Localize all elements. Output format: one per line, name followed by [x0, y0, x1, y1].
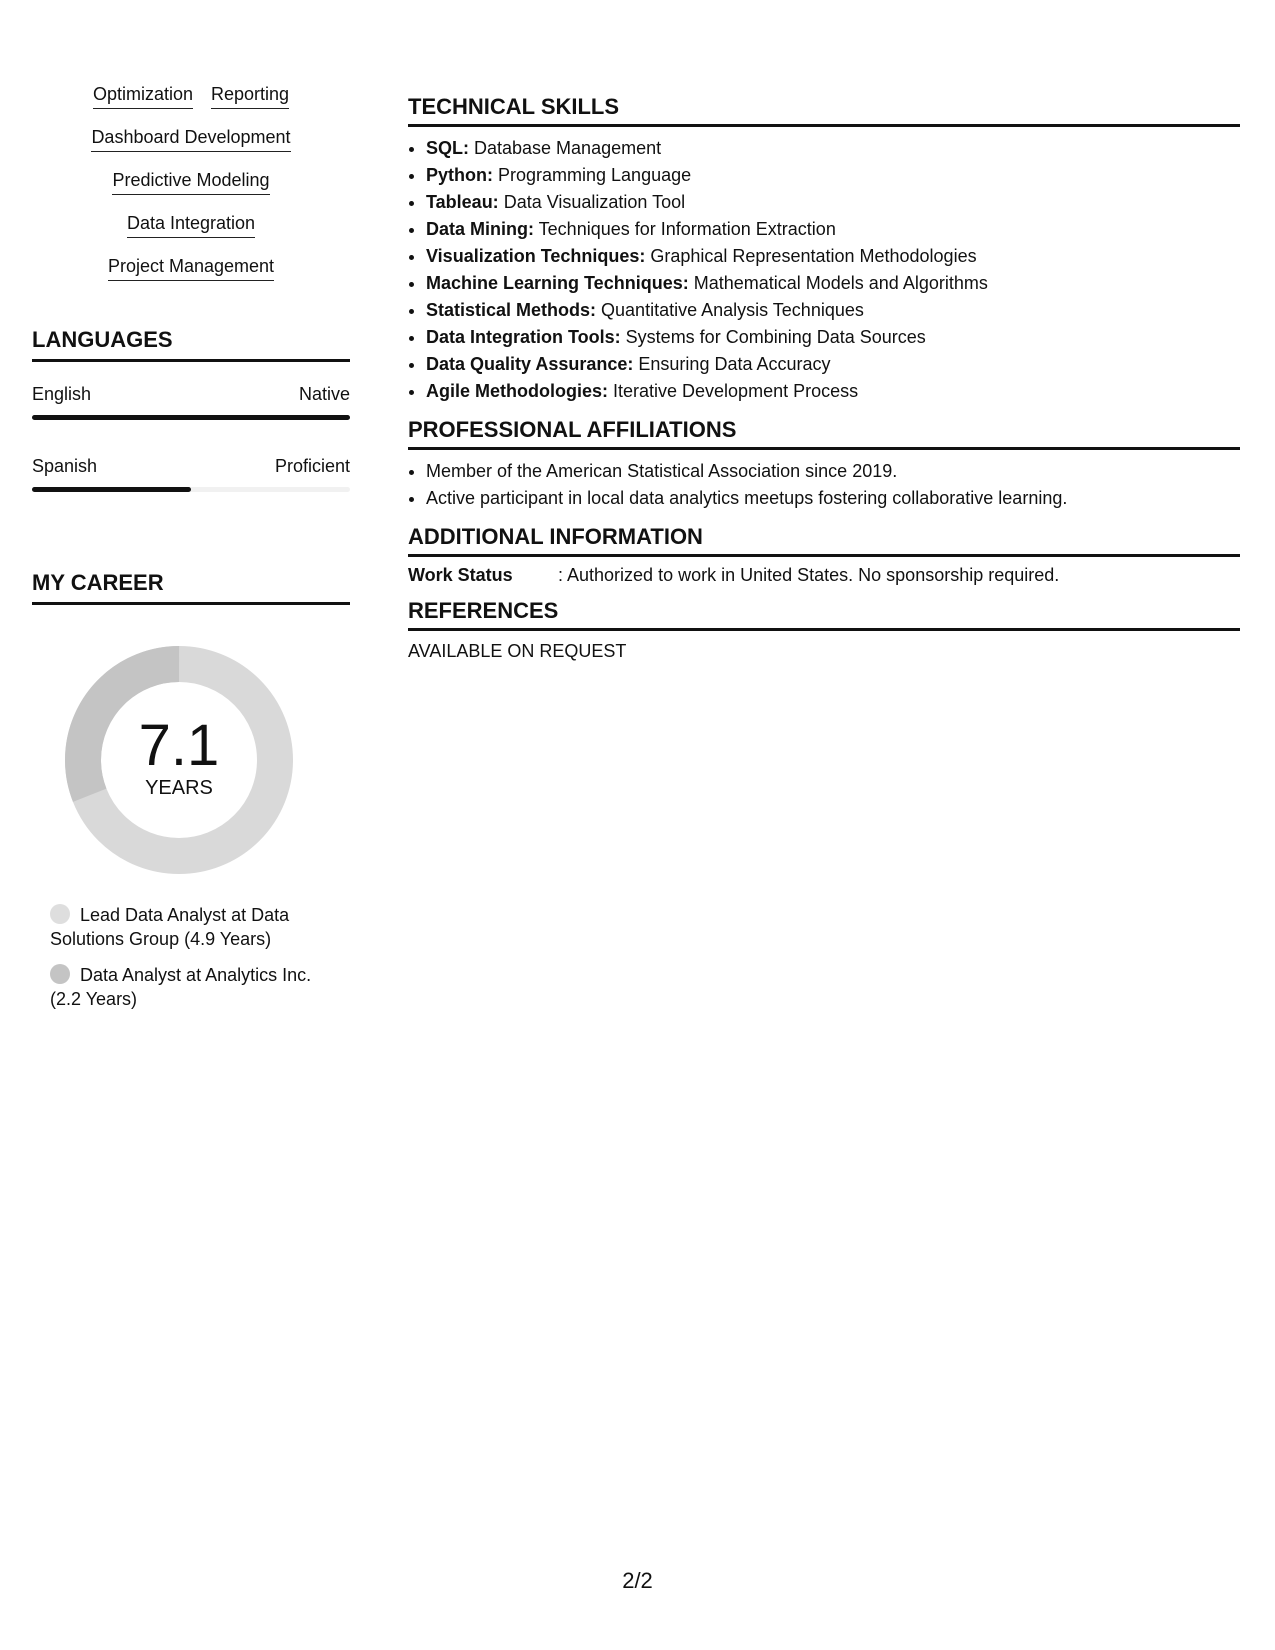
skill-name: Tableau: [426, 192, 499, 212]
skill-name: Python: [426, 165, 493, 185]
skill-item [426, 270, 1240, 297]
technical-skills-list [408, 135, 1240, 405]
skill-item [426, 351, 1240, 378]
languages-heading: LANGUAGES [32, 327, 350, 362]
skill-description: Ensuring Data Accuracy [633, 354, 831, 374]
references-text: AVAILABLE ON REQUEST [408, 641, 627, 661]
skill-name: Agile Methodologies: [426, 381, 608, 401]
work-status-label: Work Status [408, 565, 513, 585]
legend-dot [50, 904, 70, 924]
affiliation-item: • Active participant in local data analytics meetups fostering collaborative learning. [426, 485, 1240, 512]
references-heading: REFERENCES [408, 598, 1240, 631]
affiliations-list [408, 458, 1240, 512]
page-number: 2/2 [622, 1568, 653, 1593]
career-total-years: 7.1 [138, 713, 220, 778]
main-content [408, 94, 1240, 674]
skill-description: Graphical Representation Methodologies [645, 246, 977, 266]
skill-description: Data Visualization Tool [498, 192, 686, 212]
skill-description: Mathematical Models and Algorithms [688, 273, 988, 293]
affiliation-item: • Member of the American Statistical Association since 2019. [426, 458, 1240, 485]
skill-description: Systems for Combining Data Sources [620, 327, 926, 347]
career-donut-chart [64, 645, 294, 875]
technical-skills-section [408, 94, 1240, 405]
tag-row [127, 213, 255, 238]
references-section [408, 598, 1240, 662]
skill-item [426, 162, 1240, 189]
tag-row [112, 170, 269, 195]
skill-description: Quantitative Analysis Techniques [596, 300, 864, 320]
tag-predictive-modeling: Predictive Modeling [112, 170, 269, 195]
sidebar [32, 84, 350, 1023]
proficiency-bar [32, 487, 350, 492]
skill-description: Techniques for Information Extraction [534, 219, 836, 239]
language-spanish [32, 456, 350, 492]
tag-row [93, 84, 289, 109]
skill-name: Data Integration Tools: [426, 327, 621, 347]
proficiency-fill [32, 487, 191, 492]
language-name: English [32, 384, 92, 404]
legend-item [50, 903, 320, 951]
skill-description: Database Management [469, 138, 662, 158]
language-level: Proficient [274, 456, 350, 476]
legend-label: Data Analyst at Analytics Inc. (2.2 Years) [50, 965, 312, 1009]
career-heading: MY CAREER [32, 570, 350, 605]
skill-name: Data Mining: [426, 219, 534, 239]
skill-name: SQL: [426, 138, 469, 158]
work-status-row [408, 565, 1240, 586]
donut-center [64, 713, 294, 800]
tag-optimization: Optimization [93, 84, 193, 109]
skill-name: Data Quality Assurance: [426, 354, 634, 374]
skill-description: Programming Language [493, 165, 692, 185]
skill-item [426, 216, 1240, 243]
work-status-value: : Authorized to work in United States. No sponsorship required. [558, 565, 1060, 585]
legend-label: Lead Data Analyst at Data Solutions Group (4.9 Years) [50, 905, 290, 949]
tag-row [108, 256, 274, 281]
technical-skills-heading: TECHNICAL SKILLS [408, 94, 1240, 127]
skill-item [426, 324, 1240, 351]
career-years-label: YEARS [145, 777, 213, 799]
career-legend [50, 903, 320, 1011]
skill-name: Visualization Techniques: [426, 246, 646, 266]
legend-item [50, 963, 320, 1011]
tag-dashboard-development: Dashboard Development [91, 127, 290, 152]
language-level: Native [298, 384, 350, 404]
language-english [32, 384, 350, 420]
tag-reporting: Reporting [211, 84, 289, 109]
additional-info-heading: ADDITIONAL INFORMATION [408, 524, 1240, 557]
proficiency-fill [32, 415, 350, 420]
tag-project-management: Project Management [108, 256, 274, 281]
skill-name: Machine Learning Techniques: [426, 273, 689, 293]
skill-name: Statistical Methods: [426, 300, 597, 320]
tag-data-integration: Data Integration [127, 213, 255, 238]
tag-row [91, 127, 290, 152]
additional-info-section [408, 524, 1240, 586]
skill-item [426, 189, 1240, 216]
skill-item [426, 378, 1240, 405]
skill-description: Iterative Development Process [608, 381, 859, 401]
skill-item [426, 297, 1240, 324]
proficiency-bar [32, 415, 350, 420]
affiliations-heading: PROFESSIONAL AFFILIATIONS [408, 417, 1240, 450]
skill-item [426, 243, 1240, 270]
skill-tags [32, 84, 350, 299]
legend-dot [50, 964, 70, 984]
affiliations-section [408, 417, 1240, 512]
skill-item [426, 135, 1240, 162]
language-name: Spanish [32, 456, 98, 476]
